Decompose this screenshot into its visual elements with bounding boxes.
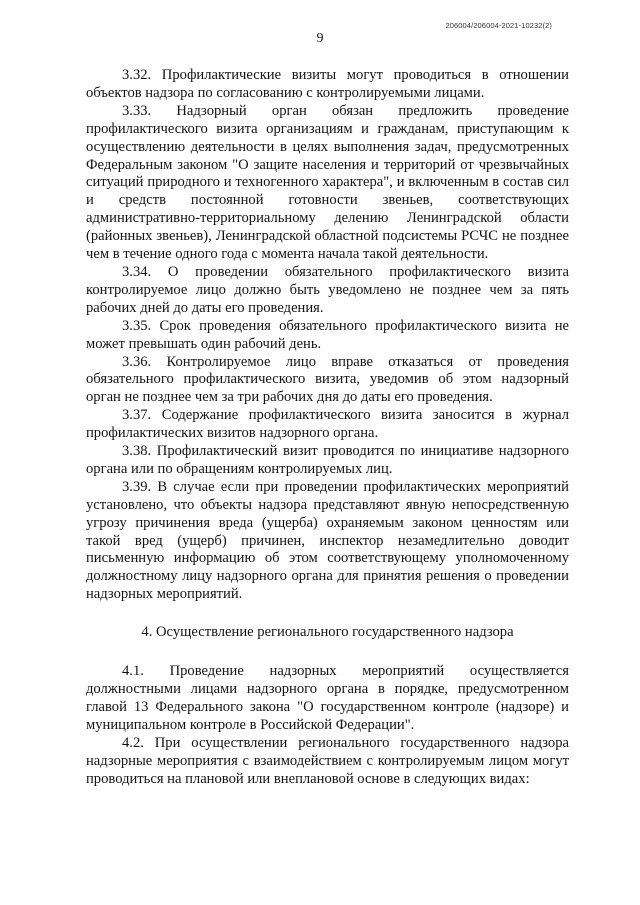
paragraph-3-34: 3.34. О проведении обязательного профилактического визита контролируемое лицо должно быть уведомлено не позднее чем за пять рабочих дней до даты его проведения. bbox=[86, 263, 569, 316]
paragraph-3-38: 3.38. Профилактический визит проводится по инициативе надзорного органа или по обращениям контролируемых лиц. bbox=[86, 443, 569, 477]
paragraph-3-33: 3.33. Надзорный орган обязан предложить проведение профилактического визита организациям и гражданам, приступающим к осуществлению деятельности в целях выполнения задач, предусмотренных Федеральным законом "О защите населения и территорий от чрезвычайных ситуаций природного и техногенного характера", и включенным в состав сил и средств постоянной готовности звеньев, соответствующих административно-территориальному делению Ленинградской области (районных звеньев), Ленинградской областной подсистемы РСЧС не позднее чем в течение одного года с момента начала такой деятельности. bbox=[86, 102, 569, 263]
paragraph-4-1: 4.1. Проведение надзорных мероприятий осуществляется должностными лицами надзорного органа в порядке, предусмотренном главой 13 Федерального закона "О государственном контроле (надзоре) и муниципальном контроле в Российской Федерации". bbox=[86, 663, 569, 733]
paragraph-3-32: 3.32. Профилактические визиты могут проводиться в отношении объектов надзора по согласованию с контролируемыми лицами. bbox=[86, 67, 569, 101]
paragraph-3-39: 3.39. В случае если при проведении профилактических мероприятий установлено, что объекты надзора представляют явную непосредственную угрозу причинения вреда (ущерба) охраняемым законом ценностям или такой вред (ущерб) причинен, инспектор незамедлительно доводит письменную информацию об этом соответствующему уполномоченному должностному лицу надзорного органа для принятия решения о проведении надзорных мероприятий. bbox=[86, 478, 569, 603]
section-heading: 4. Осуществление регионального государственного надзора bbox=[141, 624, 514, 641]
paragraph-3-36: 3.36. Контролируемое лицо вправе отказаться от проведения обязательного профилактического визита, уведомив об этом надзорный орган не позднее чем за три рабочих дня до даты его проведения. bbox=[86, 353, 569, 406]
page-number: 9 bbox=[316, 31, 324, 46]
paragraph-4-2: 4.2. При осуществлении регионального государственного надзора надзорные мероприятия с взаимодействием с контролируемым лицом могут проводиться на плановой или внеплановой основе в следующих видах: bbox=[86, 734, 569, 787]
document-body bbox=[86, 67, 569, 788]
paragraph-3-37: 3.37. Содержание профилактического визита заносится в журнал профилактических визитов надзорного органа. bbox=[86, 407, 569, 442]
paragraph-3-35: 3.35. Срок проведения обязательного профилактического визита не может превышать один рабочий день. bbox=[86, 317, 569, 352]
document-id: 206004/206004-2021-10232(2) bbox=[445, 21, 552, 30]
